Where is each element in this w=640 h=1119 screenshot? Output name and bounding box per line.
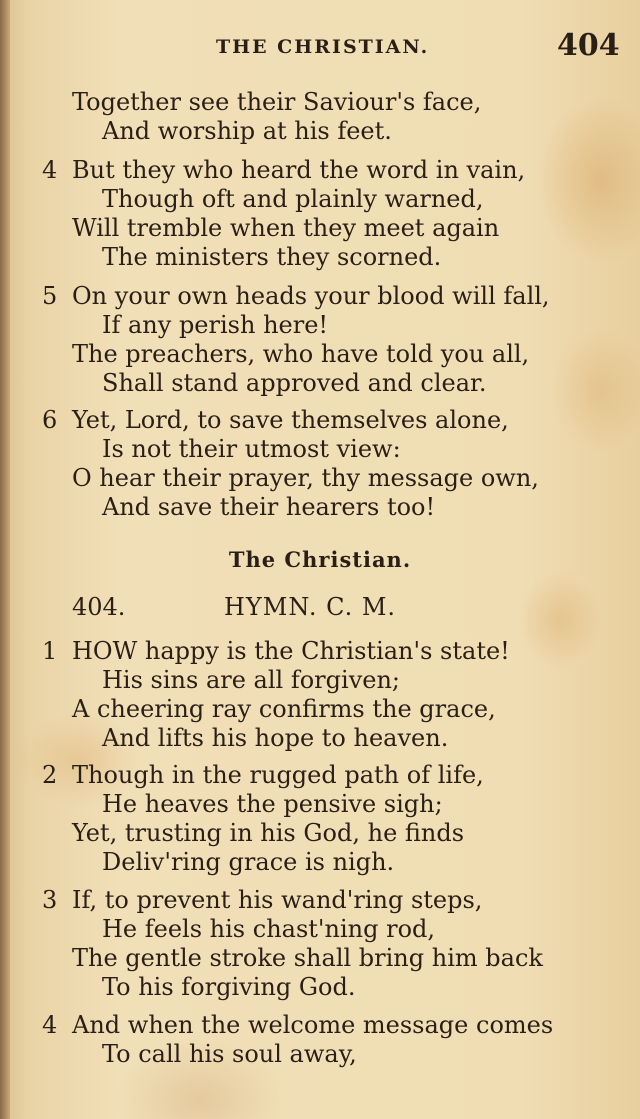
verse-line: Is not their utmost view: [102,435,401,463]
page-number: 404 [557,28,620,63]
verse-line: A cheering ray confirms the grace, [72,695,496,723]
verse-line: Yet, Lord, to save themselves alone, [72,406,509,434]
verse-line: Deliv'ring grace is nigh. [102,848,395,876]
hymn-number: 404. [72,593,126,621]
verse-number: 2 [42,761,58,789]
verse-line: And when the welcome message comes [72,1011,554,1039]
verse-line: To his forgiving God. [102,973,356,1001]
verse-number: 6 [42,406,58,434]
verse-line: O hear their prayer, thy message own, [72,464,539,492]
verse-line: Will tremble when they meet again [72,214,500,242]
running-title: THE CHRISTIAN. [216,36,430,58]
verse-line: If, to prevent his wand'ring steps, [72,886,483,914]
verse-number: 1 [42,637,58,665]
verse-number: 3 [42,886,58,914]
verse-line: Yet, trusting in his God, he finds [72,819,465,847]
verse-line: On your own heads your blood will fall, [72,282,550,310]
verse-line: And save their hearers too! [102,493,436,521]
verse-number: 4 [42,156,58,184]
verse-line: He heaves the pensive sigh; [102,790,443,818]
hymn-meter: HYMN. C. M. [224,593,397,621]
verse-number: 5 [42,282,58,310]
verse-line: Shall stand approved and clear. [102,369,487,397]
verse-line: Though in the rugged path of life, [72,761,484,789]
verse-line: He feels his chast'ning rod, [102,915,436,943]
verse-line: HOW happy is the Christian's state! [72,637,510,665]
verse-line: Though oft and plainly warned, [102,185,484,213]
page-header [0,26,640,66]
verse-line: And lifts his hope to heaven. [102,724,449,752]
verse-line: The preachers, who have told you all, [72,340,530,368]
verse-number: 4 [42,1011,58,1039]
verse-line: And worship at his feet. [102,117,392,145]
verse-line: The ministers they scorned. [102,243,442,271]
verse-line: If any perish here! [102,311,329,339]
section-title: The Christian. [228,547,412,572]
verse-line: Together see their Saviour's face, [72,88,482,116]
verse-line: But they who heard the word in vain, [72,156,526,184]
verse-line: His sins are all forgiven; [102,666,400,694]
verse-line: To call his soul away, [102,1040,357,1068]
verse-line: The gentle stroke shall bring him back [72,944,543,972]
